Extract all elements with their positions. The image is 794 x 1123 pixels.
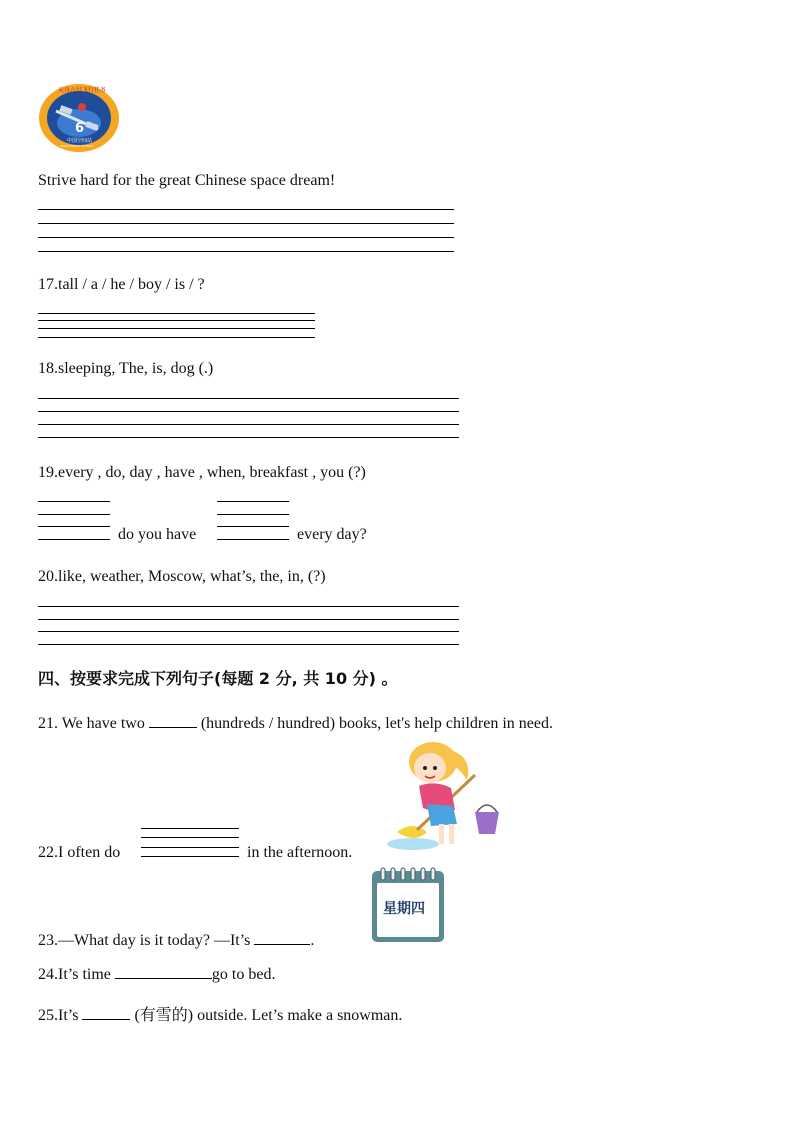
question-21-blank[interactable] xyxy=(149,711,197,728)
question-18-prompt: 18.sleeping, The, is, dog (.) xyxy=(38,360,214,377)
answer-line xyxy=(38,251,454,252)
question-24-before: 24.It’s time xyxy=(38,966,111,983)
answer-line xyxy=(38,539,110,540)
question-23-text: 23.—What day is it today? —It’s xyxy=(38,932,251,949)
answer-line xyxy=(38,313,315,314)
mission-badge-logo xyxy=(38,83,120,153)
answer-line xyxy=(38,501,110,502)
answer-line xyxy=(38,619,459,620)
question-20-prompt: 20.like, weather, Moscow, what’s, the, in, (?) xyxy=(38,568,326,585)
answer-line xyxy=(38,424,459,425)
answer-line xyxy=(38,223,454,224)
answer-line xyxy=(141,828,239,829)
answer-line xyxy=(217,501,289,502)
question-22-after: in the afternoon. xyxy=(247,844,353,861)
answer-line xyxy=(38,320,315,321)
question-21-after: (hundreds / hundred) books, let's help children in need. xyxy=(200,715,553,732)
question-24-after: go to bed. xyxy=(211,966,276,983)
question-25-after: (有雪的) outside. Let’s make a snowman. xyxy=(134,1007,403,1024)
answer-line xyxy=(38,398,459,399)
answer-line xyxy=(38,337,315,338)
question-21 xyxy=(38,711,553,734)
badge-number: 6 xyxy=(75,121,85,136)
question-25-before: 25.It’s xyxy=(38,1007,79,1024)
answer-line xyxy=(217,526,289,527)
calendar-icon xyxy=(371,867,445,943)
question-19-prompt: 19.every , do, day , have , when, breakfast , you (?) xyxy=(38,464,366,481)
question-25-blank[interactable] xyxy=(82,1003,130,1020)
question-19-end-text: every day? xyxy=(297,526,367,543)
badge-bottom-text: 中国空间站 xyxy=(67,138,93,144)
question-25 xyxy=(38,1003,402,1026)
question-22-before: 22.I often do xyxy=(38,844,121,861)
answer-line xyxy=(217,539,289,540)
answer-line xyxy=(141,856,239,857)
question-24 xyxy=(38,962,275,985)
answer-line xyxy=(38,411,459,412)
question-21-before: . We have two xyxy=(54,715,145,732)
badge-top-text: 天舟六号飞行任务 xyxy=(58,87,107,94)
answer-line xyxy=(38,644,459,645)
question-19-middle-text: do you have xyxy=(118,526,197,543)
intro-sentence: Strive hard for the great Chinese space dream! xyxy=(38,172,336,189)
answer-line xyxy=(38,526,110,527)
question-23-end: . xyxy=(310,932,315,949)
answer-line xyxy=(38,514,110,515)
answer-line xyxy=(141,847,239,848)
badge-bottom-text-en: CHINA SPACE STATION xyxy=(60,144,94,148)
question-23 xyxy=(38,928,314,951)
answer-line xyxy=(217,514,289,515)
question-21-number: 21 xyxy=(38,715,54,732)
section-4-heading: 四、按要求完成下列句子(每题 2 分, 共 10 分) 。 xyxy=(38,669,398,688)
answer-line xyxy=(38,328,315,329)
question-23-blank[interactable] xyxy=(254,928,310,945)
answer-line xyxy=(38,237,454,238)
answer-line xyxy=(38,631,459,632)
girl-mopping-illustration xyxy=(375,740,505,855)
question-17-prompt: 17.tall / a / he / boy / is / ? xyxy=(38,276,205,293)
answer-line xyxy=(38,606,459,607)
answer-line xyxy=(38,209,454,210)
question-24-blank[interactable] xyxy=(115,962,212,979)
calendar-label: 星期四 xyxy=(383,901,425,917)
answer-line xyxy=(38,437,459,438)
answer-line xyxy=(141,837,239,838)
